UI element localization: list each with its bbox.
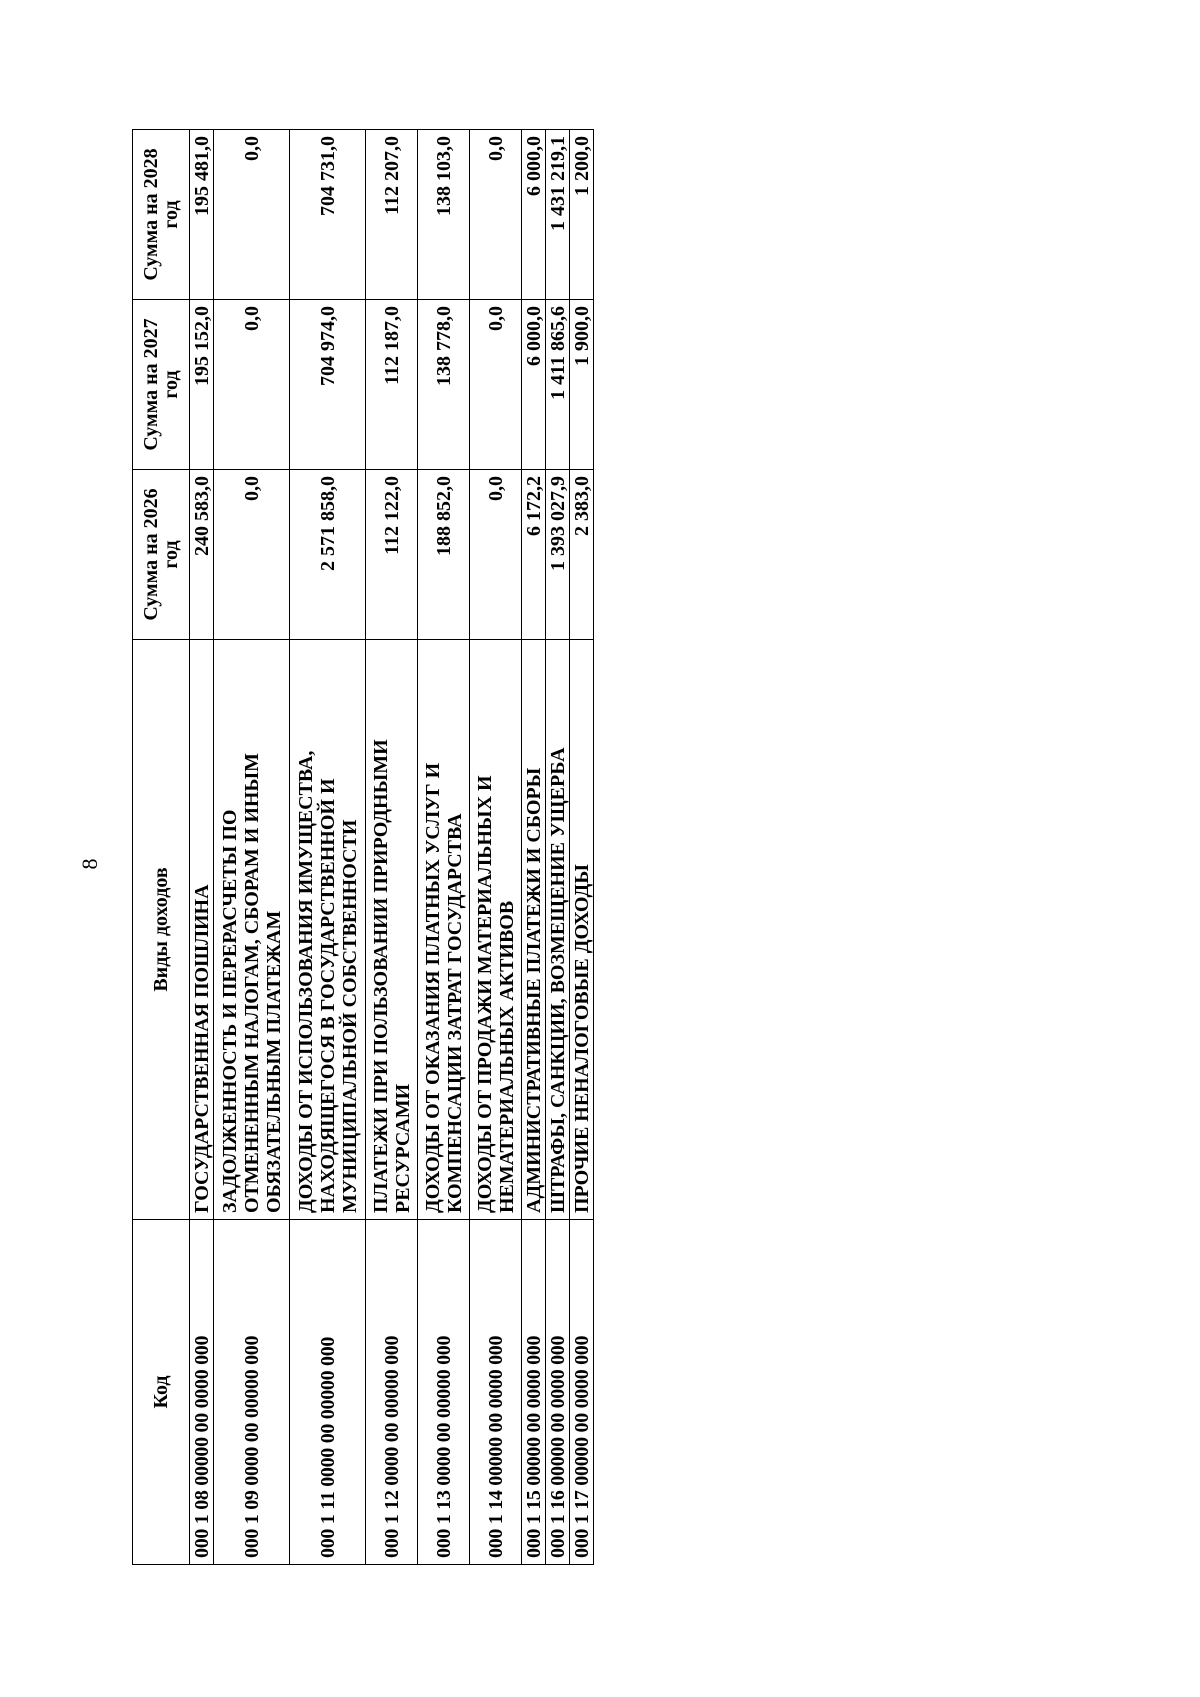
table-row xyxy=(570,130,594,1565)
row-code: 000 1 13 0000 00 00000 000 xyxy=(418,1220,470,1565)
row-name: ГОСУДАРСТВЕННАЯ ПОШЛИНА xyxy=(190,640,214,1220)
row-name: ДОХОДЫ ОТ ОКАЗАНИЯ ПЛАТНЫХ УСЛУГ И КОМПЕНСАЦИИ ЗАТРАТ ГОСУДАРСТВА xyxy=(418,640,470,1220)
row-value-2026: 1 393 027,9 xyxy=(546,470,570,640)
table-row xyxy=(470,130,522,1565)
row-value-2028: 0,0 xyxy=(470,130,522,300)
table-row xyxy=(214,130,290,1565)
row-value-2028: 195 481,0 xyxy=(190,130,214,300)
row-code: 000 1 14 00000 00 0000 000 xyxy=(470,1220,522,1565)
row-value-2028: 138 103,0 xyxy=(418,130,470,300)
row-value-2028: 112 207,0 xyxy=(366,130,418,300)
row-name: АДМИНИСТРАТИВНЫЕ ПЛАТЕЖИ И СБОРЫ xyxy=(522,640,546,1220)
revenue-table xyxy=(132,129,594,1565)
rotated-page-content xyxy=(132,130,642,1565)
row-value-2027: 195 152,0 xyxy=(190,300,214,470)
header-2026: Сумма на 2026 год xyxy=(133,470,190,640)
row-name: ДОХОДЫ ОТ ПРОДАЖИ МАТЕРИАЛЬНЫХ И НЕМАТЕРИАЛЬНЫХ АКТИВОВ xyxy=(470,640,522,1220)
row-code: 000 1 15 00000 00 0000 000 xyxy=(522,1220,546,1565)
row-value-2026: 188 852,0 xyxy=(418,470,470,640)
row-code: 000 1 08 00000 00 0000 000 xyxy=(190,1220,214,1565)
row-value-2027: 0,0 xyxy=(470,300,522,470)
row-value-2026: 0,0 xyxy=(214,470,290,640)
table-row xyxy=(522,130,546,1565)
row-value-2027: 704 974,0 xyxy=(290,300,366,470)
row-name: ШТРАФЫ, САНКЦИИ, ВОЗМЕЩЕНИЕ УЩЕРБА xyxy=(546,640,570,1220)
row-code: 000 1 12 0000 00 00000 000 xyxy=(366,1220,418,1565)
header-2027: Сумма на 2027 год xyxy=(133,300,190,470)
row-code: 000 1 11 0000 00 00000 000 xyxy=(290,1220,366,1565)
row-value-2027: 138 778,0 xyxy=(418,300,470,470)
row-code: 000 1 16 00000 00 0000 000 xyxy=(546,1220,570,1565)
row-name: ПЛАТЕЖИ ПРИ ПОЛЬЗОВАНИИ ПРИРОДНЫМИ РЕСУРСАМИ xyxy=(366,640,418,1220)
table-row xyxy=(418,130,470,1565)
header-name: Виды доходов xyxy=(133,640,190,1220)
row-name: ДОХОДЫ ОТ ИСПОЛЬЗОВАНИЯ ИМУЩЕСТВА, НАХОДЯЩЕГОСЯ В ГОСУДАРСТВЕННОЙ И МУНИЦИПАЛЬНОЙ СОБСТВЕННОСТИ xyxy=(290,640,366,1220)
row-name: ЗАДОЛЖЕННОСТЬ И ПЕРЕРАСЧЕТЫ ПО ОТМЕНЕННЫМ НАЛОГАМ, СБОРАМ И ИНЫМ ОБЯЗАТЕЛЬНЫМ ПЛАТЕЖАМ xyxy=(214,640,290,1220)
table-header-row xyxy=(133,130,190,1565)
header-code: Код xyxy=(133,1220,190,1565)
header-2028: Сумма на 2028 год xyxy=(133,130,190,300)
row-value-2026: 112 122,0 xyxy=(366,470,418,640)
row-value-2026: 2 571 858,0 xyxy=(290,470,366,640)
table-row xyxy=(546,130,570,1565)
row-code: 000 1 17 00000 00 0000 000 xyxy=(570,1220,594,1565)
row-value-2027: 112 187,0 xyxy=(366,300,418,470)
table-row xyxy=(366,130,418,1565)
row-name: ПРОЧИЕ НЕНАЛОГОВЫЕ ДОХОДЫ xyxy=(570,640,594,1220)
row-value-2027: 1 411 865,6 xyxy=(546,300,570,470)
row-value-2028: 1 431 219,1 xyxy=(546,130,570,300)
row-value-2028: 6 000,0 xyxy=(522,130,546,300)
row-value-2026: 0,0 xyxy=(470,470,522,640)
row-value-2026: 6 172,2 xyxy=(522,470,546,640)
row-value-2026: 240 583,0 xyxy=(190,470,214,640)
row-value-2027: 6 000,0 xyxy=(522,300,546,470)
row-value-2028: 1 200,0 xyxy=(570,130,594,300)
table-row xyxy=(290,130,366,1565)
row-code: 000 1 09 0000 00 00000 000 xyxy=(214,1220,290,1565)
row-value-2028: 704 731,0 xyxy=(290,130,366,300)
row-value-2027: 1 900,0 xyxy=(570,300,594,470)
page-number: 8 xyxy=(77,858,102,870)
row-value-2028: 0,0 xyxy=(214,130,290,300)
table-row xyxy=(190,130,214,1565)
row-value-2026: 2 383,0 xyxy=(570,470,594,640)
row-value-2027: 0,0 xyxy=(214,300,290,470)
